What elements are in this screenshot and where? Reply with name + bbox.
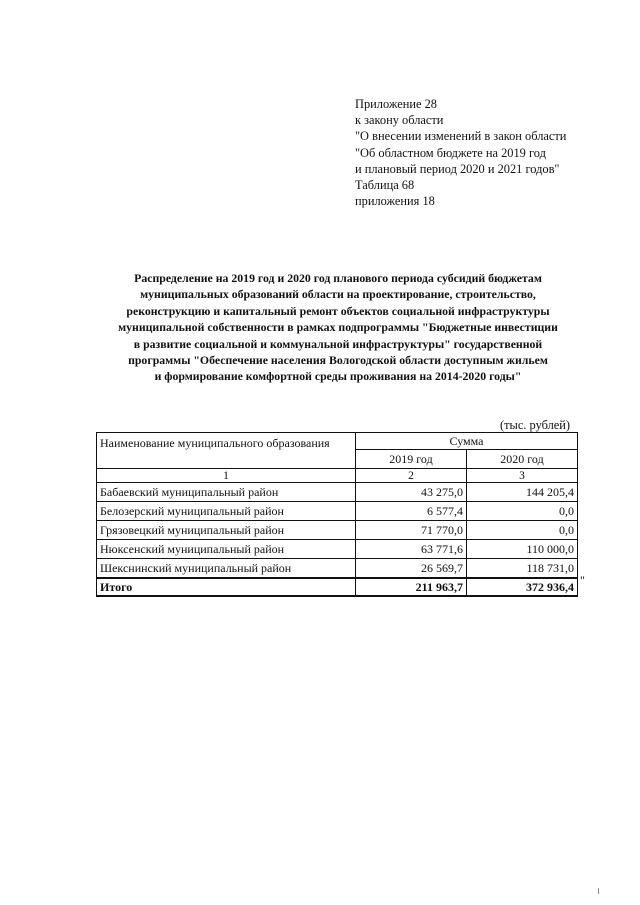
title-line: Распределение на 2019 год и 2020 год планового периода субсидий бюджетам bbox=[134, 271, 542, 285]
value-2019: 26 569,7 bbox=[356, 559, 467, 579]
header-line: Таблица 68 bbox=[355, 178, 415, 193]
value-2020: 144 205,4 bbox=[467, 483, 578, 502]
header-year-2020: 2020 год bbox=[467, 450, 578, 469]
municipality-name: Грязовецкий муниципальный район bbox=[97, 521, 356, 540]
title-line: и формирование комфортной среды проживания на 2014-2020 годы" bbox=[154, 369, 522, 384]
value-2020: 0,0 bbox=[467, 521, 578, 540]
column-number: 1 bbox=[97, 469, 356, 483]
title-line: программы "Обеспечение населения Вологодской области доступным жильем bbox=[128, 353, 548, 368]
municipality-name: Нюксенский муниципальный район bbox=[97, 540, 356, 559]
title-line: муниципальной собственности в рамках подпрограммы "Бюджетные инвестиции bbox=[118, 320, 558, 335]
header-line: к закону области bbox=[355, 113, 444, 128]
total-label: Итого bbox=[97, 578, 356, 596]
municipality-name: Бабаевский муниципальный район bbox=[97, 483, 356, 502]
column-number: 2 bbox=[356, 469, 467, 483]
total-2019: 211 963,7 bbox=[356, 578, 467, 596]
table-row bbox=[97, 559, 578, 579]
header-sum: Сумма bbox=[356, 433, 578, 450]
header-line: "Об областном бюджете на 2019 год bbox=[355, 145, 546, 160]
total-row bbox=[97, 578, 578, 596]
value-2019: 71 770,0 bbox=[356, 521, 467, 540]
document-title bbox=[96, 270, 580, 385]
value-2019: 63 771,6 bbox=[356, 540, 467, 559]
title-line: реконструкцию и капитальный ремонт объектов социальной инфраструктуры bbox=[126, 303, 550, 318]
table-row bbox=[97, 483, 578, 502]
municipality-name: Белозерский муниципальный район bbox=[97, 502, 356, 521]
value-2019: 6 577,4 bbox=[356, 502, 467, 521]
value-2020: 118 731,0 bbox=[467, 559, 578, 579]
table-row bbox=[97, 540, 578, 559]
closing-quote: " bbox=[580, 573, 585, 587]
header-line: приложения 18 bbox=[355, 194, 435, 209]
header-line: "О внесении изменений в закон области bbox=[355, 129, 567, 144]
table-row bbox=[97, 502, 578, 521]
header-line: Приложение 28 bbox=[355, 97, 437, 111]
municipality-name: Шекснинский муниципальный район bbox=[97, 559, 356, 579]
title-line: муниципальных образований области на проектирование, строительство, bbox=[140, 287, 536, 302]
value-2020: 0,0 bbox=[467, 502, 578, 521]
value-2019: 43 275,0 bbox=[356, 483, 467, 502]
value-2020: 110 000,0 bbox=[467, 540, 578, 559]
subsidy-table bbox=[96, 432, 578, 597]
header-municipality: Наименование муниципального образования bbox=[97, 433, 356, 469]
total-2020: 372 936,4 bbox=[467, 578, 578, 596]
column-number: 3 bbox=[467, 469, 578, 483]
scan-edge-mark bbox=[598, 888, 599, 894]
header-line: и плановый период 2020 и 2021 годов" bbox=[355, 161, 560, 176]
header-year-2019: 2019 год bbox=[356, 450, 467, 469]
title-line: в развитие социальной и коммунальной инфраструктуры" государственной bbox=[133, 336, 543, 351]
units-label: (тыс. рублей) bbox=[500, 418, 571, 432]
appendix-header bbox=[355, 96, 566, 209]
table-row bbox=[97, 521, 578, 540]
